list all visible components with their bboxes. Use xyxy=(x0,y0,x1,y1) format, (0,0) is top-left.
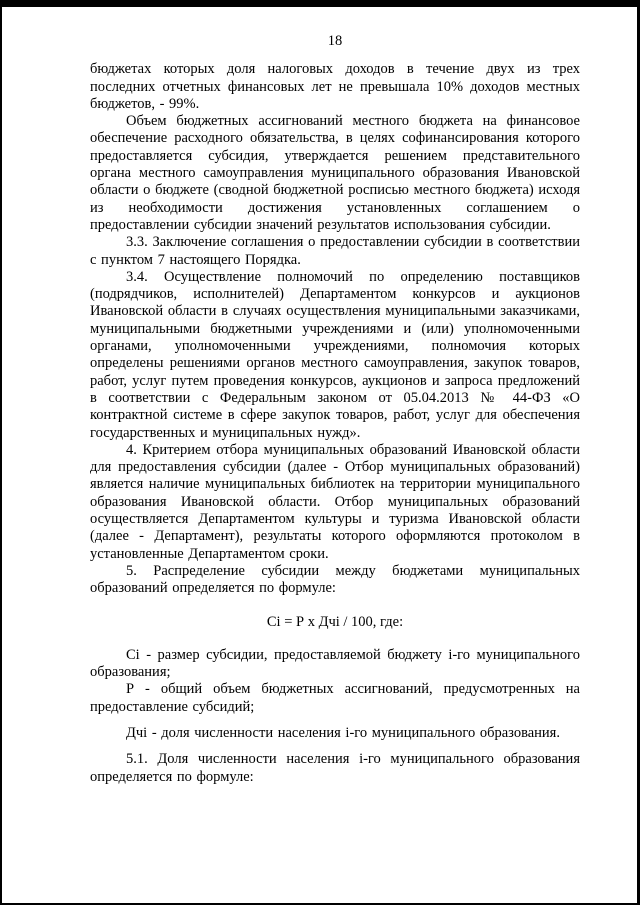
paragraph: 4. Критерием отбора муниципальных образований Ивановской области для предоставления субсидии (далее - Отбор муниципальных образований) является наличие муниципальных библиотек на территории муниципального образования Ивановской области. Отбор муниципальных образований осуществляется Департаментом культуры и туризма Ивановской области (далее - Департамент), результаты которого оформляются протоколом в установленные Департаментом сроки. xyxy=(90,441,580,562)
paragraph: бюджетах которых доля налоговых доходов в течение двух из трех последних отчетных финансовых лет не превышала 10% доходов местных бюджетов, - 99%. xyxy=(90,61,580,112)
paragraph: Р - общий объем бюджетных ассигнований, предусмотренных на предоставление субсидий; xyxy=(90,681,580,715)
paragraph: 3.3. Заключение соглашения о предоставлении субсидии в соответствии с пунктом 7 настоящего Порядка. xyxy=(90,234,580,268)
page-number: 18 xyxy=(327,33,343,49)
paragraph: Объем бюджетных ассигнований местного бюджета на финансовое обеспечение расходного обязательства, в целях софинансирования которого предоставляется субсидия, утверждается решением представительного органа местного самоуправления муниципального образования Ивановской области о бюджете (сводной бюджетной росписью местного бюджета) исходя из необходимости достижения установленных соглашением о предоставлении субсидии значений результатов использования субсидии. xyxy=(90,113,580,233)
paragraph: Дчi - доля численности населения i-го муниципального образования. xyxy=(126,724,560,741)
formula: Сi = Р х Дчi / 100, где: xyxy=(266,613,404,630)
paragraph: 5.1. Доля численности населения i-го муниципального образования определяется по формуле: xyxy=(90,751,580,785)
paragraph: 5. Распределение субсидии между бюджетами муниципальных образований определяется по формуле: xyxy=(90,562,580,597)
paragraph: Сi - размер субсидии, предоставляемой бюджету i-го муниципального образования; xyxy=(90,646,580,681)
paragraph: 3.4. Осуществление полномочий по определению поставщиков (подрядчиков, исполнителей) Департаментом конкурсов и аукционов Ивановской области в случаях осуществления муниципальными заказчиками, муниципальными бюджетными учреждениями и (или) уполномоченными органами, уполномоченными учреждениями, полномочия которых определены решениями органов местного самоуправления, закупок товаров, работ, услуг путем проведения конкурсов, аукционов и запроса предложений в соответствии с Федеральным законом от 05.04.2013 № 44-ФЗ «О контрактной системе в сфере закупок товаров, работ, услуг для обеспечения государственных и муниципальных нужд». xyxy=(90,268,580,441)
